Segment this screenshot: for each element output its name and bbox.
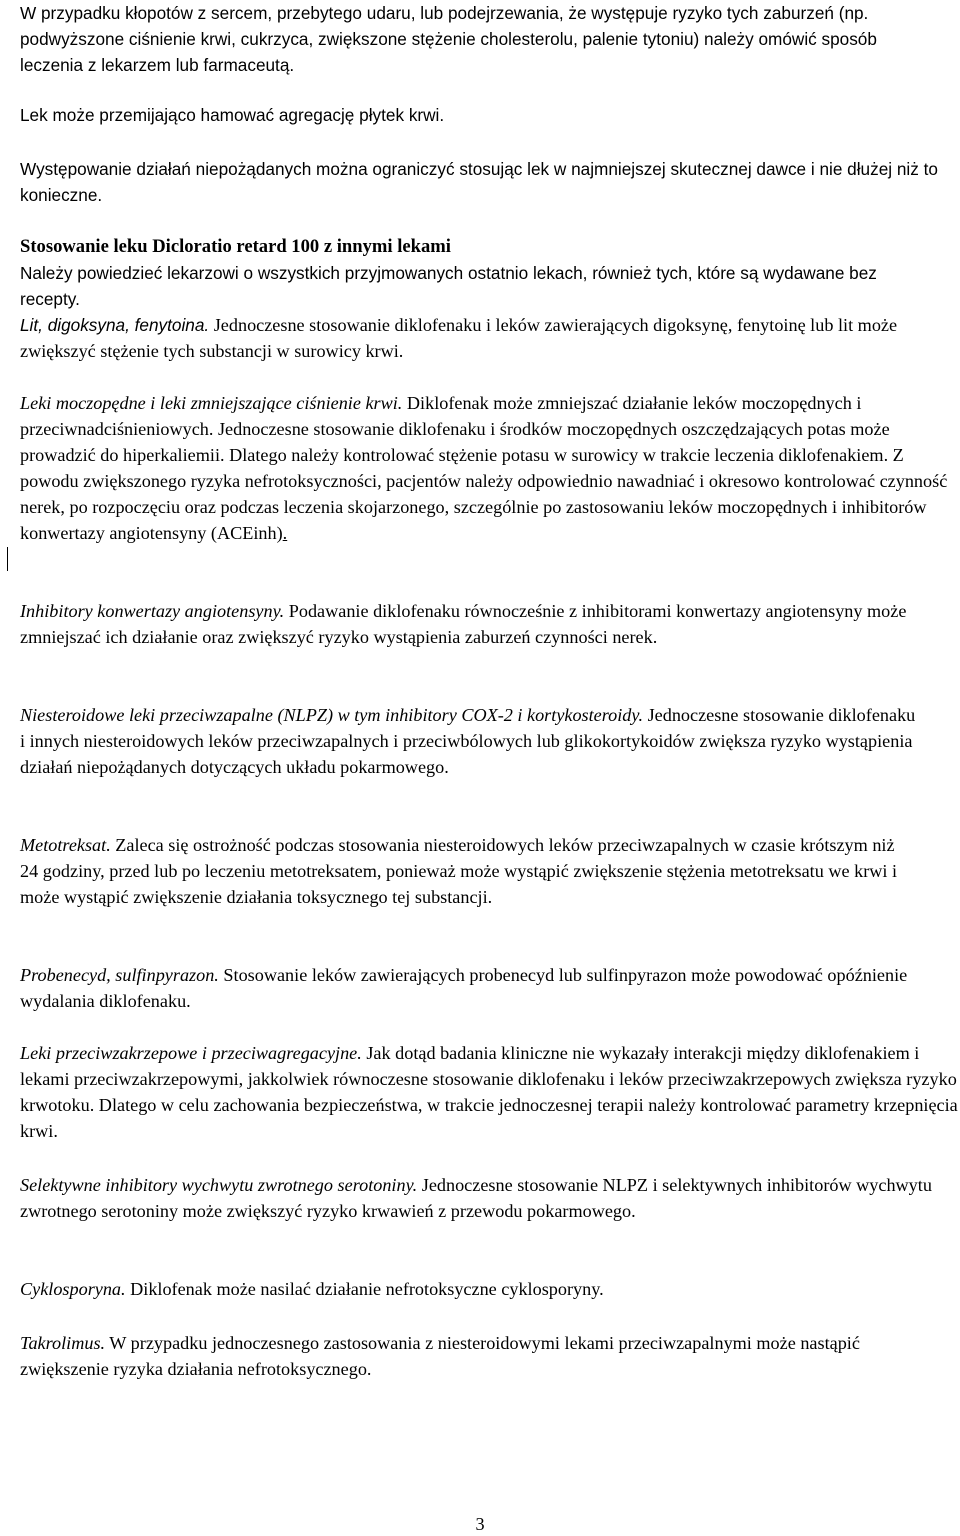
interaction-cyclosporine bbox=[20, 1276, 958, 1302]
intro-paragraph-2: Lek może przemijająco hamować agregację płytek krwi. bbox=[20, 105, 445, 125]
interaction-nsaids-lead: Niesteroidowe leki przeciwzapalne (NLPZ) w tym inhibitory COX-2 i kortykosteroidy. bbox=[20, 705, 644, 725]
interaction-tacrolimus bbox=[20, 1330, 920, 1382]
interaction-anticoagulants-lead: Leki przeciwzakrzepowe i przeciwagregacyjne. bbox=[20, 1043, 362, 1063]
page-number: 3 bbox=[475, 1514, 485, 1534]
interaction-cyclosporine-lead: Cyklosporyna. bbox=[20, 1279, 126, 1299]
interaction-diuretics-lead: Leki moczopędne i leki zmniejszające ciśnienie krwi. bbox=[20, 393, 403, 413]
interaction-tacrolimus-lead: Takrolimus. bbox=[20, 1333, 106, 1353]
section-heading: Stosowanie leku Dicloratio retard 100 z innymi lekami bbox=[20, 236, 451, 257]
interaction-tacrolimus-text: W przypadku jednoczesnego zastosowania z niesteroidowymi lekami przeciwzapalnymi może nastąpić zwiększenie ryzyka działania nefrotoksycznego. bbox=[20, 1333, 860, 1379]
interaction-probenecid bbox=[20, 962, 920, 1014]
interaction-cyclosporine-text: Diklofenak może nasilać działanie nefrotoksyczne cyklosporyny. bbox=[125, 1279, 604, 1299]
revision-bar bbox=[7, 547, 8, 571]
interaction-anticoagulants bbox=[20, 1040, 960, 1144]
interaction-anticoagulants-text: Jak dotąd badania kliniczne nie wykazały interakcji między diklofenakiem i lekami przeciwzakrzepowymi, jakkolwiek równoczesne stosowanie diklofenaku i leków przeciwzakrzepowych zwiększa ryzyko krwotoku. Dlatego w celu zachowania bezpieczeństwa, w trakcie jednoczesnej terapii należy kontrolować parametry krzepnięcia krwi. bbox=[20, 1043, 958, 1141]
interaction-lithium-text: Jednoczesne stosowanie diklofenaku i leków zawierających digoksynę, fenytoinę lub lit może zwiększyć stężenie tych substancji w surowicy krwi. bbox=[20, 315, 898, 361]
interaction-lithium bbox=[20, 312, 935, 364]
intro-paragraph-3: Występowanie działań niepożądanych można ograniczyć stosując lek w najmniejszej skutecznej dawce i nie dłużej niż to konieczne. bbox=[20, 159, 938, 205]
interaction-ace-lead: Inhibitory konwertazy angiotensyny. bbox=[20, 601, 285, 621]
interaction-probenecid-text: Stosowanie leków zawierających probenecyd lub sulfinpyrazon może powodować opóźnienie wydalania diklofenaku. bbox=[20, 965, 908, 1011]
interaction-ssri-text: Jednoczesne stosowanie NLPZ i selektywnych inhibitorów wychwytu zwrotnego serotoniny może zwiększyć ryzyko krwawień z przewodu pokarmowego. bbox=[20, 1175, 932, 1221]
interaction-ace bbox=[20, 598, 940, 650]
interaction-diuretics-text: Diklofenak może zmniejszać działanie leków moczopędnych i przeciwnadciśnieniowych. Jednoczesne stosowanie diklofenaku i środków moczopędnych oszczędzających potas może prowadzić do hiperkaliemii. Dlatego należy kontrolować stężenie potasu w surowicy w trakcie leczenia diklofenakiem. Z powodu zwiększonego ryzyka nefrotoksyczności, pacjentów należy odpowiednio nawadniać i okresowo kontrolować czynność nerek, po rozpoczęciu oraz podczas leczenia skojarzonego, szczególnie po zastosowaniu leków moczopędnych i inhibitorów konwertazy angiotensyny (ACEinh) bbox=[20, 393, 948, 543]
interaction-methotrexate-lead: Metotreksat. bbox=[20, 835, 111, 855]
interaction-methotrexate bbox=[20, 832, 910, 910]
interaction-probenecid-lead: Probenecyd, sulfinpyrazon. bbox=[20, 965, 219, 985]
intro-paragraph-1: W przypadku kłopotów z sercem, przebytego udaru, lub podejrzewania, że występuje ryzyko tych zaburzeń (np. podwyższone ciśnienie krwi, cukrzyca, zwiększone stężenie cholesterolu, palenie tytoniu) należy omówić sposób leczenia z lekarzem lub farmaceutą. bbox=[20, 3, 877, 75]
interaction-diuretics bbox=[20, 390, 958, 546]
interaction-diuretics-tail: . bbox=[282, 523, 288, 543]
interaction-methotrexate-text: Zaleca się ostrożność podczas stosowania niesteroidowych leków przeciwzapalnych w czasie krótszym niż 24 godziny, przed lub po leczeniu metotreksatem, ponieważ może wystąpić zwiększenie stężenia metotreksatu we krwi i może wystąpić zwiększenie działania toksycznego tej substancji. bbox=[20, 835, 898, 907]
interaction-ace-text: Podawanie diklofenaku równocześnie z inhibitorami konwertazy angiotensyny może zmniejszać ich działanie oraz zwiększyć ryzyko wystąpienia zaburzeń czynności nerek. bbox=[20, 601, 907, 647]
interaction-nsaids-text: Jednoczesne stosowanie diklofenaku i innych niesteroidowych leków przeciwzapalnych i przeciwbólowych lub glikokortykoidów zwiększa ryzyko wystąpienia działań niepożądanych dotyczących układu pokarmowego. bbox=[20, 705, 916, 777]
interaction-ssri-lead: Selektywne inhibitory wychwytu zwrotnego serotoniny. bbox=[20, 1175, 418, 1195]
interaction-nsaids bbox=[20, 702, 920, 780]
interaction-ssri bbox=[20, 1172, 940, 1224]
section-intro: Należy powiedzieć lekarzowi o wszystkich przyjmowanych ostatnio lekach, również tych, które są wydawane bez recepty. bbox=[20, 263, 877, 309]
interaction-lithium-lead: Lit, digoksyna, fenytoina. bbox=[20, 315, 210, 335]
